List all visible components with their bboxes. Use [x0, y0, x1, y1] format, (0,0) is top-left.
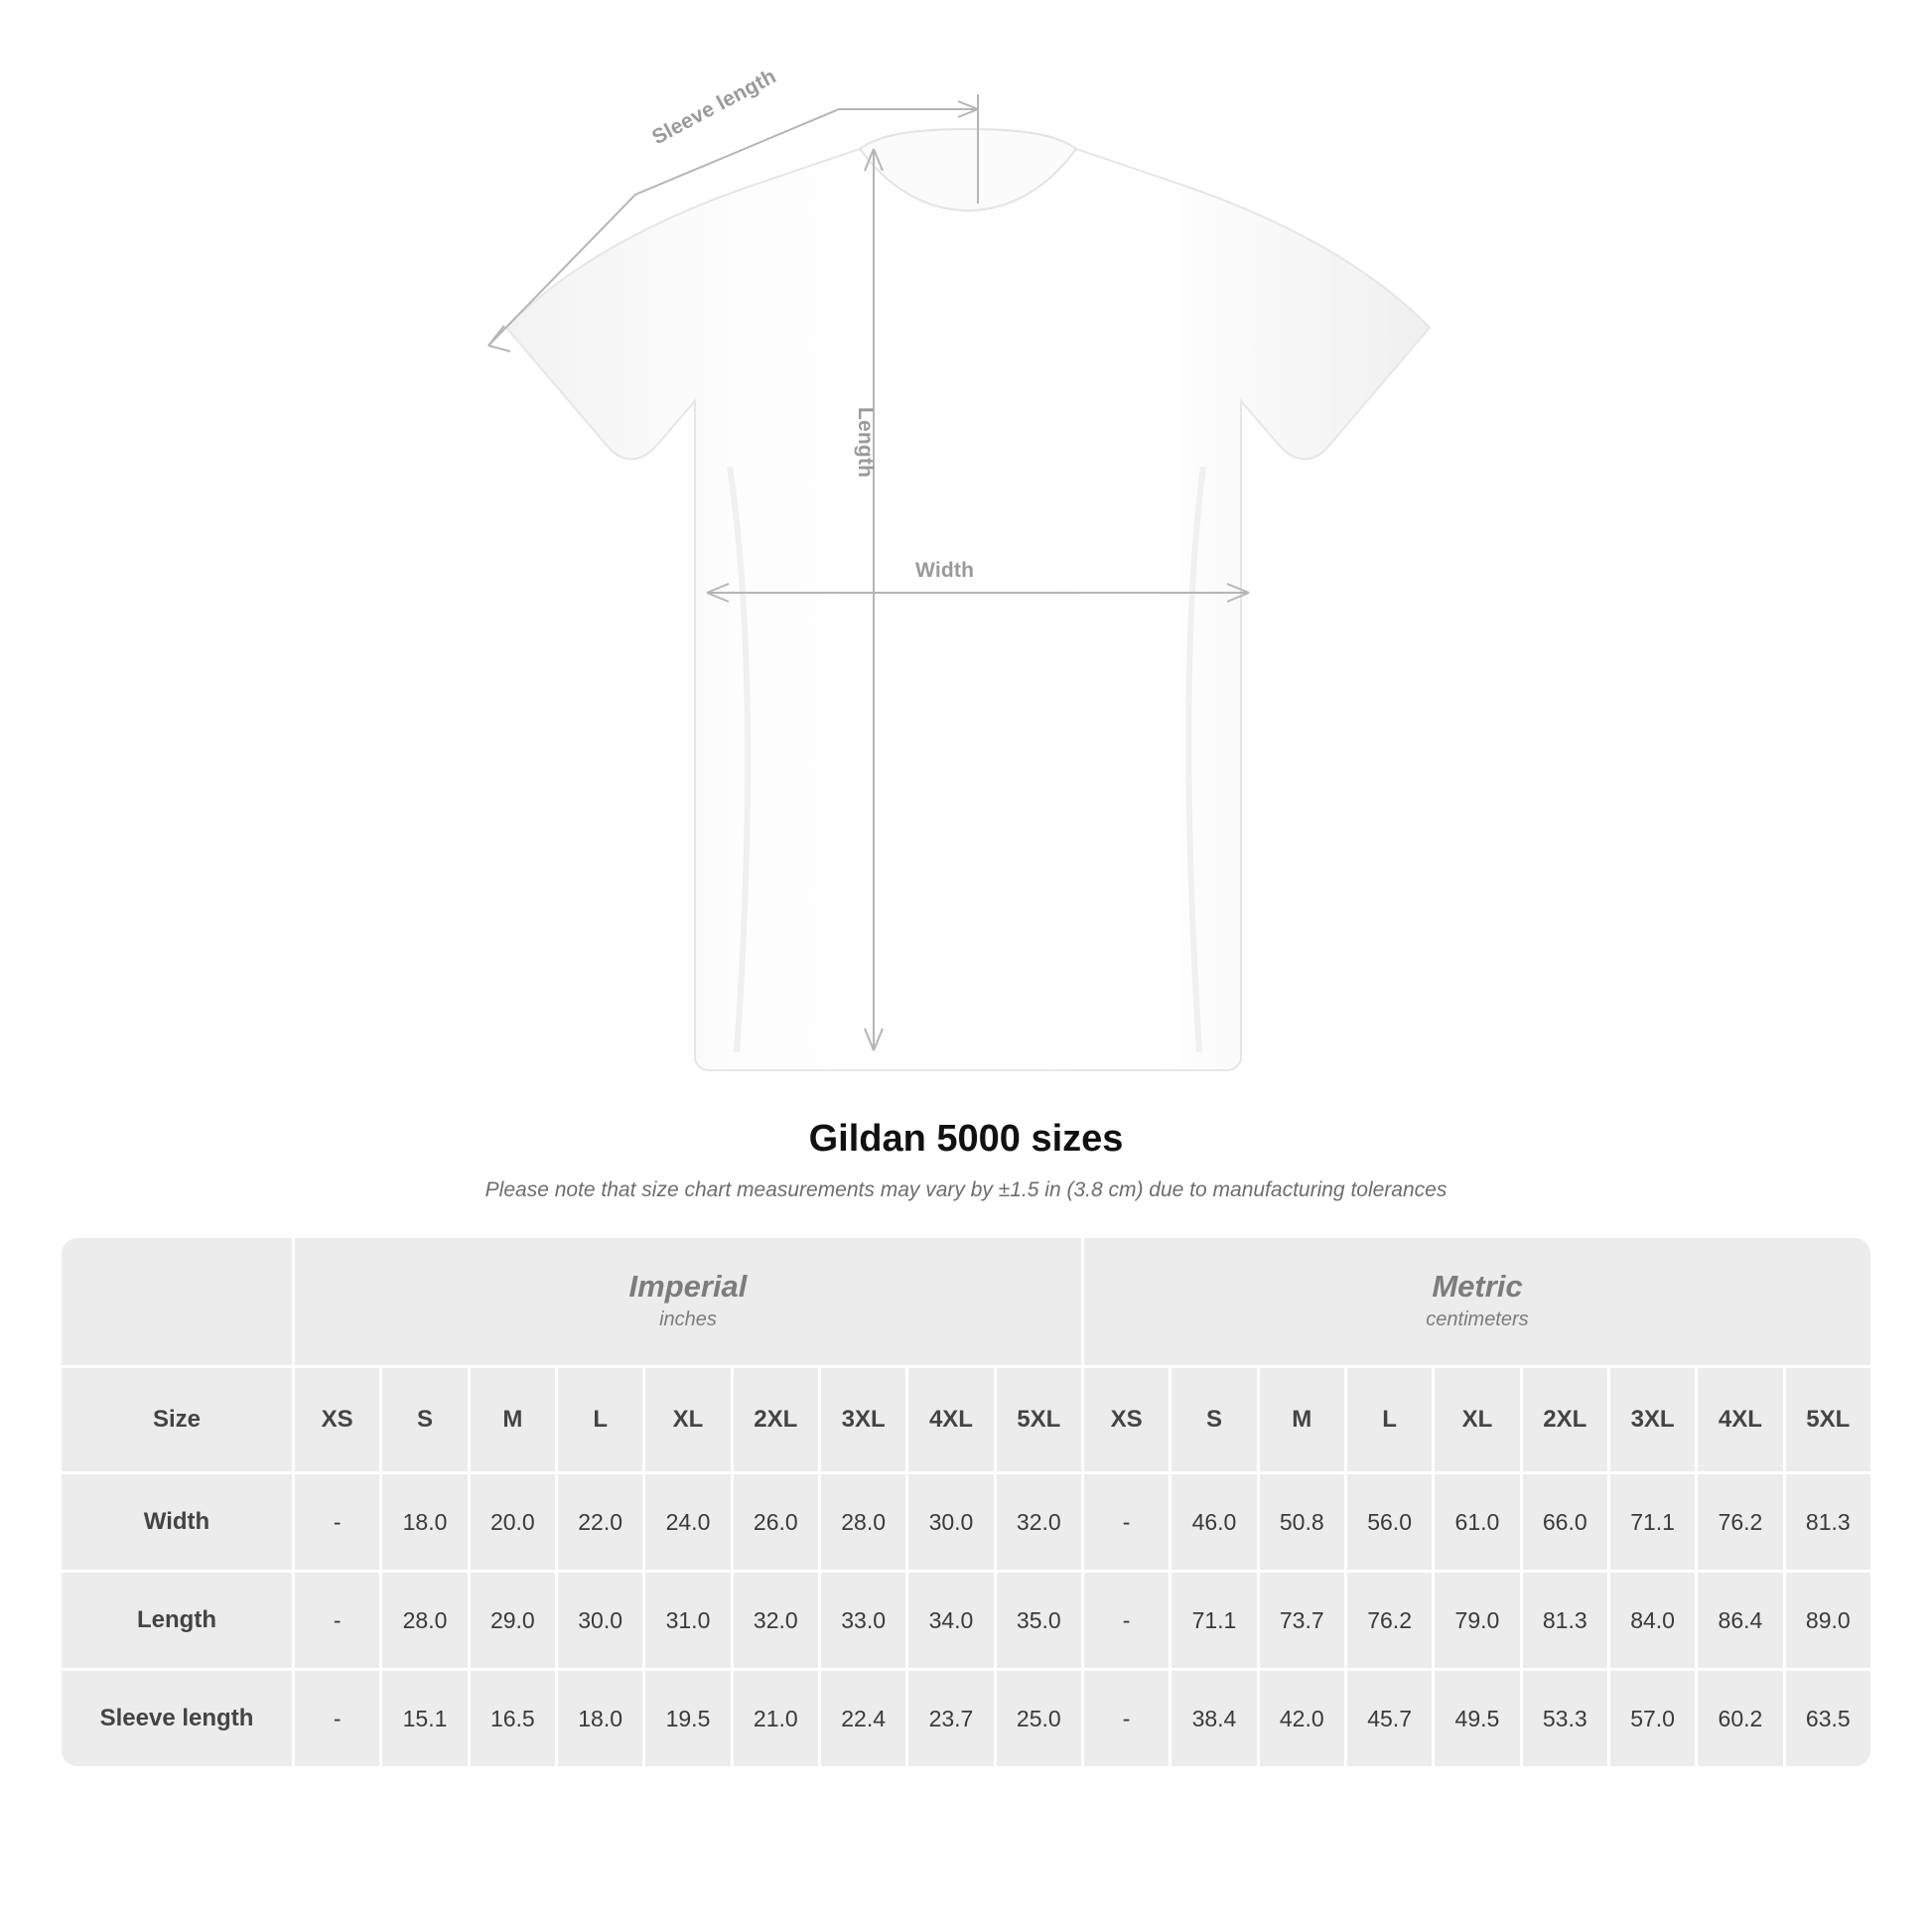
cell-sleeve-16: 60.2	[1695, 1671, 1782, 1766]
table-row	[62, 1474, 1870, 1573]
length-label: Length	[854, 407, 877, 479]
cell-sleeve-10: 38.4	[1169, 1671, 1256, 1766]
cell-width-13: 61.0	[1432, 1474, 1519, 1573]
page-title: Gildan 5000 sizes	[808, 1118, 1124, 1160]
cell-width-16: 76.2	[1695, 1474, 1782, 1573]
unit-imperial-name: Imperial	[628, 1269, 748, 1305]
col-header-7: 4XL	[905, 1368, 993, 1474]
unit-metric-sub: centimeters	[1426, 1308, 1529, 1330]
cell-length-8: 35.0	[994, 1573, 1081, 1671]
cell-length-14: 81.3	[1520, 1573, 1607, 1671]
cell-length-16: 86.4	[1695, 1573, 1782, 1671]
col-header-1: S	[379, 1368, 467, 1474]
cell-sleeve-5: 21.0	[731, 1671, 818, 1766]
row-label-sleeve-length: Sleeve length	[62, 1671, 292, 1766]
col-header-10: S	[1169, 1368, 1256, 1474]
col-header-17: 5XL	[1783, 1368, 1870, 1474]
cell-sleeve-15: 57.0	[1607, 1671, 1695, 1766]
table-row	[62, 1573, 1870, 1671]
cell-sleeve-12: 45.7	[1344, 1671, 1432, 1766]
col-header-6: 3XL	[818, 1368, 905, 1474]
col-header-12: L	[1344, 1368, 1432, 1474]
cell-length-17: 89.0	[1783, 1573, 1870, 1671]
tshirt-body	[506, 149, 1430, 1070]
unit-group-imperial	[292, 1238, 1081, 1368]
cell-width-9: -	[1081, 1474, 1169, 1573]
cell-length-1: 28.0	[379, 1573, 467, 1671]
col-header-4: XL	[642, 1368, 730, 1474]
cell-sleeve-3: 18.0	[555, 1671, 642, 1766]
unit-metric-name: Metric	[1432, 1269, 1523, 1305]
cell-width-6: 28.0	[818, 1474, 905, 1573]
width-label: Width	[915, 559, 975, 582]
unit-imperial-sub: inches	[659, 1308, 717, 1330]
cell-width-12: 56.0	[1344, 1474, 1432, 1573]
cell-length-11: 73.7	[1257, 1573, 1344, 1671]
cell-length-6: 33.0	[818, 1573, 905, 1671]
cell-sleeve-0: -	[292, 1671, 379, 1766]
sleeve-length-label: Sleeve length	[648, 65, 780, 150]
cell-sleeve-8: 25.0	[994, 1671, 1081, 1766]
col-header-13: XL	[1432, 1368, 1519, 1474]
col-header-16: 4XL	[1695, 1368, 1782, 1474]
unit-group-metric	[1081, 1238, 1870, 1368]
cell-length-0: -	[292, 1573, 379, 1671]
col-header-9: XS	[1081, 1368, 1169, 1474]
col-header-8: 5XL	[994, 1368, 1081, 1474]
cell-length-2: 29.0	[468, 1573, 555, 1671]
cell-sleeve-2: 16.5	[468, 1671, 555, 1766]
size-table	[62, 1238, 1870, 1766]
cell-width-10: 46.0	[1169, 1474, 1256, 1573]
cell-width-7: 30.0	[905, 1474, 993, 1573]
cell-sleeve-9: -	[1081, 1671, 1169, 1766]
row-label-width: Width	[62, 1474, 292, 1573]
col-header-5: 2XL	[731, 1368, 818, 1474]
cell-width-15: 71.1	[1607, 1474, 1695, 1573]
col-header-0: XS	[292, 1368, 379, 1474]
cell-sleeve-6: 22.4	[818, 1671, 905, 1766]
col-header-11: M	[1257, 1368, 1344, 1474]
cell-sleeve-11: 42.0	[1257, 1671, 1344, 1766]
cell-sleeve-7: 23.7	[905, 1671, 993, 1766]
col-header-14: 2XL	[1520, 1368, 1607, 1474]
cell-width-8: 32.0	[994, 1474, 1081, 1573]
col-header-15: 3XL	[1607, 1368, 1695, 1474]
cell-sleeve-13: 49.5	[1432, 1671, 1519, 1766]
cell-length-10: 71.1	[1169, 1573, 1256, 1671]
cell-length-9: -	[1081, 1573, 1169, 1671]
cell-width-17: 81.3	[1783, 1474, 1870, 1573]
cell-width-5: 26.0	[731, 1474, 818, 1573]
row-label-length: Length	[62, 1573, 292, 1671]
cell-length-15: 84.0	[1607, 1573, 1695, 1671]
cell-width-2: 20.0	[468, 1474, 555, 1573]
col-header-3: L	[555, 1368, 642, 1474]
cell-length-5: 32.0	[731, 1573, 818, 1671]
col-header-2: M	[468, 1368, 555, 1474]
cell-width-14: 66.0	[1520, 1474, 1607, 1573]
cell-length-4: 31.0	[642, 1573, 730, 1671]
cell-length-3: 30.0	[555, 1573, 642, 1671]
cell-length-12: 76.2	[1344, 1573, 1432, 1671]
cell-width-4: 24.0	[642, 1474, 730, 1573]
cell-width-3: 22.0	[555, 1474, 642, 1573]
tolerance-note: Please note that size chart measurements may vary by ±1.5 in (3.8 cm) due to manufacturing tolerances	[484, 1178, 1448, 1201]
cell-width-0: -	[292, 1474, 379, 1573]
cell-sleeve-14: 53.3	[1520, 1671, 1607, 1766]
unit-corner-cell	[62, 1238, 292, 1368]
cell-width-1: 18.0	[379, 1474, 467, 1573]
table-row	[62, 1671, 1870, 1766]
size-header-row	[62, 1368, 1870, 1474]
size-table-wrap	[62, 1238, 1870, 1766]
row-header-size: Size	[62, 1368, 292, 1474]
cell-length-7: 34.0	[905, 1573, 993, 1671]
cell-sleeve-4: 19.5	[642, 1671, 730, 1766]
unit-group-row	[62, 1238, 1870, 1368]
cell-width-11: 50.8	[1257, 1474, 1344, 1573]
cell-length-13: 79.0	[1432, 1573, 1519, 1671]
cell-sleeve-1: 15.1	[379, 1671, 467, 1766]
cell-sleeve-17: 63.5	[1783, 1671, 1870, 1766]
